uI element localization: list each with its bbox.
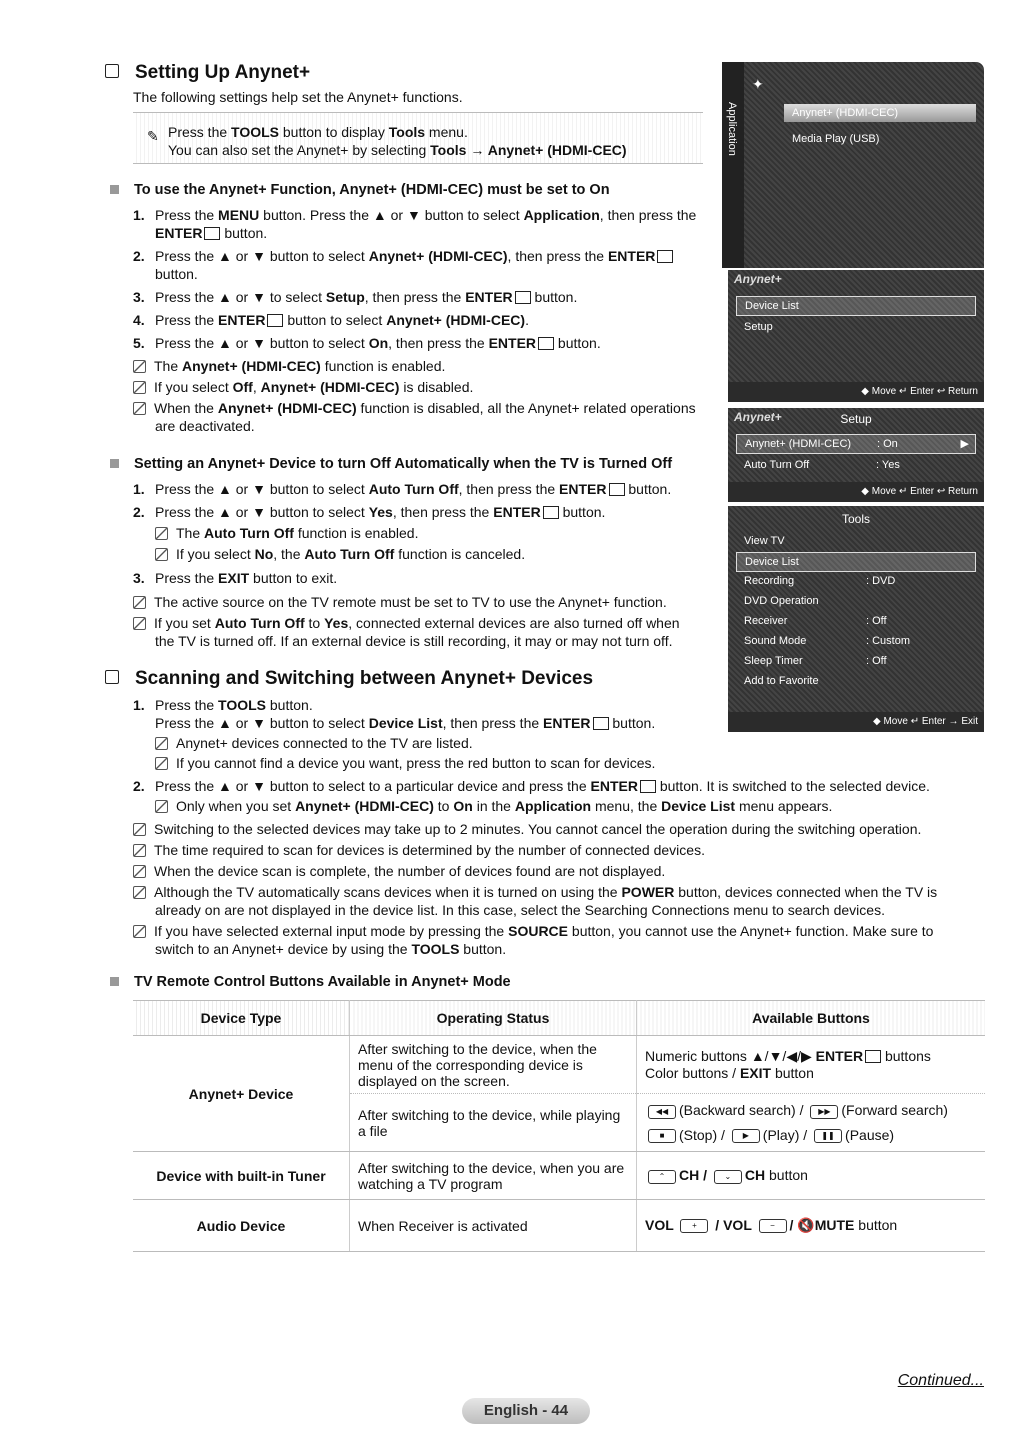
tv4-item-label: Sound Mode (744, 635, 807, 647)
tv2-footer: ◆ Move ↵ Enter ↩ Return (728, 382, 984, 402)
note-icon (155, 757, 168, 770)
tv1-antenna-icon: ✦ (752, 76, 764, 92)
col-header-operating-status: Operating Status (350, 1001, 637, 1036)
tv4-item-label: Recording (744, 575, 795, 587)
step-1-cont: ENTER button. (155, 225, 268, 241)
tip-line-1: Press the TOOLS button to display Tools menu. (168, 124, 468, 140)
tv4-menu-item[interactable] (736, 612, 976, 630)
enter-icon (267, 314, 283, 327)
backward-search-icon: ◀◀ (648, 1105, 676, 1119)
enter-icon (609, 483, 625, 496)
tv4-menu-item[interactable] (736, 632, 976, 650)
cell-status-menu: After switching to the device, when the menu of the corresponding device is displayed on the screen. (350, 1036, 637, 1094)
note-3: The active source on the TV remote must be set to TV to use the Anynet+ function. (133, 593, 718, 611)
tv4-item-label: Add to Favorite (744, 675, 819, 687)
enter-icon (515, 291, 531, 304)
tv1-item-anynet[interactable]: Anynet+ (HDMI-CEC) (784, 104, 976, 122)
tv3-footer: ◆ Move ↵ Enter ↩ Return (728, 482, 984, 502)
general-note-5: If you have selected external input mode by pressing the SOURCE button, you cannot use the Anynet+ function. Make sure to (133, 922, 983, 940)
note-icon (155, 548, 168, 561)
vol-up-icon: + (680, 1219, 708, 1233)
play-icon: ▶ (732, 1129, 760, 1143)
cell-status-receiver: When Receiver is activated (350, 1200, 637, 1252)
general-note-1: Switching to the selected devices may take up to 2 minutes. You cannot cancel the operation during the switching operation. (133, 820, 983, 838)
sub1-steps (133, 206, 718, 435)
tv4-item-value: : DVD (866, 575, 896, 587)
cell-built-in-tuner: Device with built-in Tuner (133, 1152, 350, 1200)
tv-screen-setup-menu (728, 408, 984, 502)
subsection-title-enable: To use the Anynet+ Function, Anynet+ (HDMI-CEC) must be set to On (110, 182, 610, 198)
step-1-cont: Press the ▲ or ▼ button to select Device List, then press the ENTER button. (155, 715, 656, 731)
tv-screen-application-menu (722, 62, 984, 268)
tv3-anynet-logo: Anynet+ (734, 410, 782, 424)
general-note-5-cont: switch to an Anynet+ device by using the TOOLS button. (155, 941, 507, 957)
tip-box (133, 112, 703, 164)
note-icon (133, 844, 146, 857)
tv2-anynet-logo: Anynet+ (734, 272, 782, 286)
tv4-item-label: Receiver (744, 615, 788, 627)
tv4-footer: ◆ Move ↵ Enter → Exit (728, 712, 984, 732)
tv3-row-anynet[interactable]: Anynet+ (HDMI-CEC) : On ▶ (736, 434, 976, 454)
checkbox-icon (105, 64, 119, 78)
general-note-3: When the device scan is complete, the number of devices found are not displayed. (133, 862, 983, 880)
tv4-header: Tools (841, 512, 870, 526)
enter-icon (640, 780, 656, 793)
section-title-setting-up: Setting Up Anynet+ (105, 62, 310, 84)
step-1: 1. Press the ▲ or ▼ button to select Auto Turn Off, then press the ENTER button. (133, 481, 672, 497)
step-4: 4. Press the ENTER button to select Anynet+ (HDMI-CEC). (133, 312, 529, 328)
tools-note-icon: ✎ (147, 128, 159, 144)
col-header-device-type: Device Type (133, 1001, 350, 1036)
tv4-menu-item[interactable] (736, 592, 976, 610)
forward-search-icon: ▶▶ (810, 1105, 838, 1119)
enter-icon (204, 227, 220, 240)
tv4-item-value: : Off (866, 615, 887, 627)
note-icon (133, 925, 146, 938)
stop-icon: ■ (648, 1129, 676, 1143)
note-icon (155, 737, 168, 750)
tv4-item-label: View TV (744, 535, 785, 547)
note-icon (155, 800, 168, 813)
step-3: 3. Press the ▲ or ▼ to select Setup, then press the ENTER button. (133, 289, 578, 305)
ch-up-icon: ⌃ (648, 1170, 676, 1184)
cell-status-tv: After switching to the device, when you are watching a TV program (350, 1152, 637, 1200)
cell-buttons-menu: Numeric buttons ▲/▼/◀/▶ ENTER buttons Color buttons / EXIT button (637, 1036, 986, 1094)
subsection-title-remote: TV Remote Control Buttons Available in Anynet+ Mode (110, 974, 511, 990)
right-arrow-icon: ▶ (960, 438, 969, 450)
note-4: If you set Auto Turn Off to Yes, connected external devices are also turned off when (133, 614, 718, 632)
intro-text: The following settings help set the Anynet+ functions. (133, 89, 463, 105)
vol-down-icon: − (759, 1219, 787, 1233)
cell-audio-device: Audio Device (133, 1200, 350, 1252)
note-icon (133, 823, 146, 836)
subsection-title-auto-off: Setting an Anynet+ Device to turn Off Automatically when the TV is Turned Off (110, 456, 672, 472)
general-note-4-cont: already on are not displayed in the device list. In this case, select the Searching Connections menu to search devices. (155, 902, 885, 918)
tv4-menu-item[interactable] (736, 652, 976, 670)
step-2: 2. Press the ▲ or ▼ button to select Anynet+ (HDMI-CEC), then press the ENTER (133, 247, 718, 265)
checkbox-icon (105, 670, 119, 684)
tv4-menu-item[interactable] (736, 552, 976, 572)
note-icon (133, 402, 146, 415)
tv4-menu-item[interactable] (736, 672, 976, 690)
note-icon (133, 617, 146, 630)
step-1: 1. Press the TOOLS button. (133, 697, 313, 713)
note-icon (133, 360, 146, 373)
page-number: English - 44 (462, 1398, 590, 1424)
enter-icon (865, 1050, 881, 1063)
note-3: Only when you set Anynet+ (HDMI-CEC) to On in the Application menu, the Device List menu appears. (133, 797, 983, 815)
cell-buttons-tv: ⌃ CH / ⌄ CH button (637, 1152, 986, 1200)
cell-status-playing: After switching to the device, while playing a file (350, 1094, 637, 1152)
note-3-cont: are deactivated. (155, 418, 255, 434)
note-1: Anynet+ devices connected to the TV are listed. (133, 734, 983, 752)
cell-buttons-audio: VOL + / VOL − / 🔇MUTE button (637, 1200, 986, 1252)
note-3: When the Anynet+ (HDMI-CEC) function is disabled, all the Anynet+ related operations (133, 399, 718, 417)
note-icon (133, 596, 146, 609)
bullet-square-icon (110, 977, 119, 986)
note-1: The Auto Turn Off function is enabled. (133, 524, 718, 542)
tv4-item-label: Sleep Timer (744, 655, 803, 667)
tip-line-2: You can also set the Anynet+ by selecting Tools → Anynet+ (HDMI-CEC) (168, 142, 627, 158)
tv4-item-label: Device List (745, 556, 799, 568)
tv4-item-label: DVD Operation (744, 595, 819, 607)
step-3: 3. Press the EXIT button to exit. (133, 570, 338, 586)
tv4-item-value: : Off (866, 655, 887, 667)
continued-label: Continued... (897, 1372, 984, 1389)
note-icon (133, 865, 146, 878)
enter-icon (538, 337, 554, 350)
note-2: If you cannot find a device you want, press the red button to scan for devices. (133, 754, 983, 772)
step-5: 5. Press the ▲ or ▼ button to select On, then press the ENTER button. (133, 335, 601, 351)
cell-buttons-playing: ◀◀ (Backward search) / ▶▶ (Forward search) ■ (Stop) / ▶ (Play) / ❚❚ (Pause) (637, 1094, 986, 1152)
note-2: If you select Off, Anynet+ (HDMI-CEC) is disabled. (133, 378, 718, 396)
s2-steps (133, 696, 983, 958)
step-2-cont: button. (155, 266, 198, 282)
note-4-cont: the TV is turned off. If an external device is still recording, it may or may not turn off. (155, 633, 673, 649)
enter-icon (593, 717, 609, 730)
cell-anynet-device: Anynet+ Device (133, 1036, 350, 1152)
tv3-row-auto-turn-off[interactable]: Auto Turn Off : Yes (744, 459, 900, 471)
tv1-sidebar (722, 62, 744, 268)
remote-buttons-table (133, 1000, 985, 1252)
note-icon (155, 527, 168, 540)
tv3-header: Setup (840, 412, 872, 426)
general-note-4: Although the TV automatically scans devices when it is turned on using the POWER button, devices connected when the TV is (133, 883, 983, 901)
col-header-available-buttons: Available Buttons (637, 1001, 986, 1036)
tv4-menu-item[interactable] (736, 532, 976, 550)
enter-icon (543, 506, 559, 519)
bullet-square-icon (110, 185, 119, 194)
tv4-item-value: : Custom (866, 635, 911, 647)
step-2: 2. Press the ▲ or ▼ button to select to a particular device and press the ENTER button. It is switched to the selected device. (133, 778, 930, 794)
note-icon (133, 886, 146, 899)
tv-screen-anynet-menu (728, 270, 984, 402)
sub2-steps (133, 480, 718, 650)
note-1: The Anynet+ (HDMI-CEC) function is enabled. (133, 357, 718, 375)
section-title-scanning: Scanning and Switching between Anynet+ Devices (105, 668, 593, 690)
ch-down-icon: ⌄ (714, 1170, 742, 1184)
general-note-2: The time required to scan for devices is determined by the number of connected devices. (133, 841, 983, 859)
bullet-square-icon (110, 459, 119, 468)
mute-icon: 🔇 (797, 1217, 815, 1233)
tv-screen-tools-menu (728, 506, 984, 732)
note-icon (133, 381, 146, 394)
tv4-menu-item[interactable] (736, 572, 976, 590)
note-2: If you select No, the Auto Turn Off function is canceled. (133, 545, 718, 563)
tv2-item-setup[interactable]: Setup (744, 321, 773, 333)
step-2: 2. Press the ▲ or ▼ button to select Yes, then press the ENTER button. (133, 504, 606, 520)
enter-icon (657, 250, 673, 263)
tv2-item-device-list[interactable]: Device List (736, 296, 976, 316)
tv1-side-label: Application (726, 102, 738, 156)
pause-icon: ❚❚ (814, 1129, 842, 1143)
step-1: 1. Press the MENU button. Press the ▲ or ▼ button to select Application, then press the (133, 207, 697, 223)
tv1-item-media-play[interactable]: Media Play (USB) (792, 133, 880, 145)
